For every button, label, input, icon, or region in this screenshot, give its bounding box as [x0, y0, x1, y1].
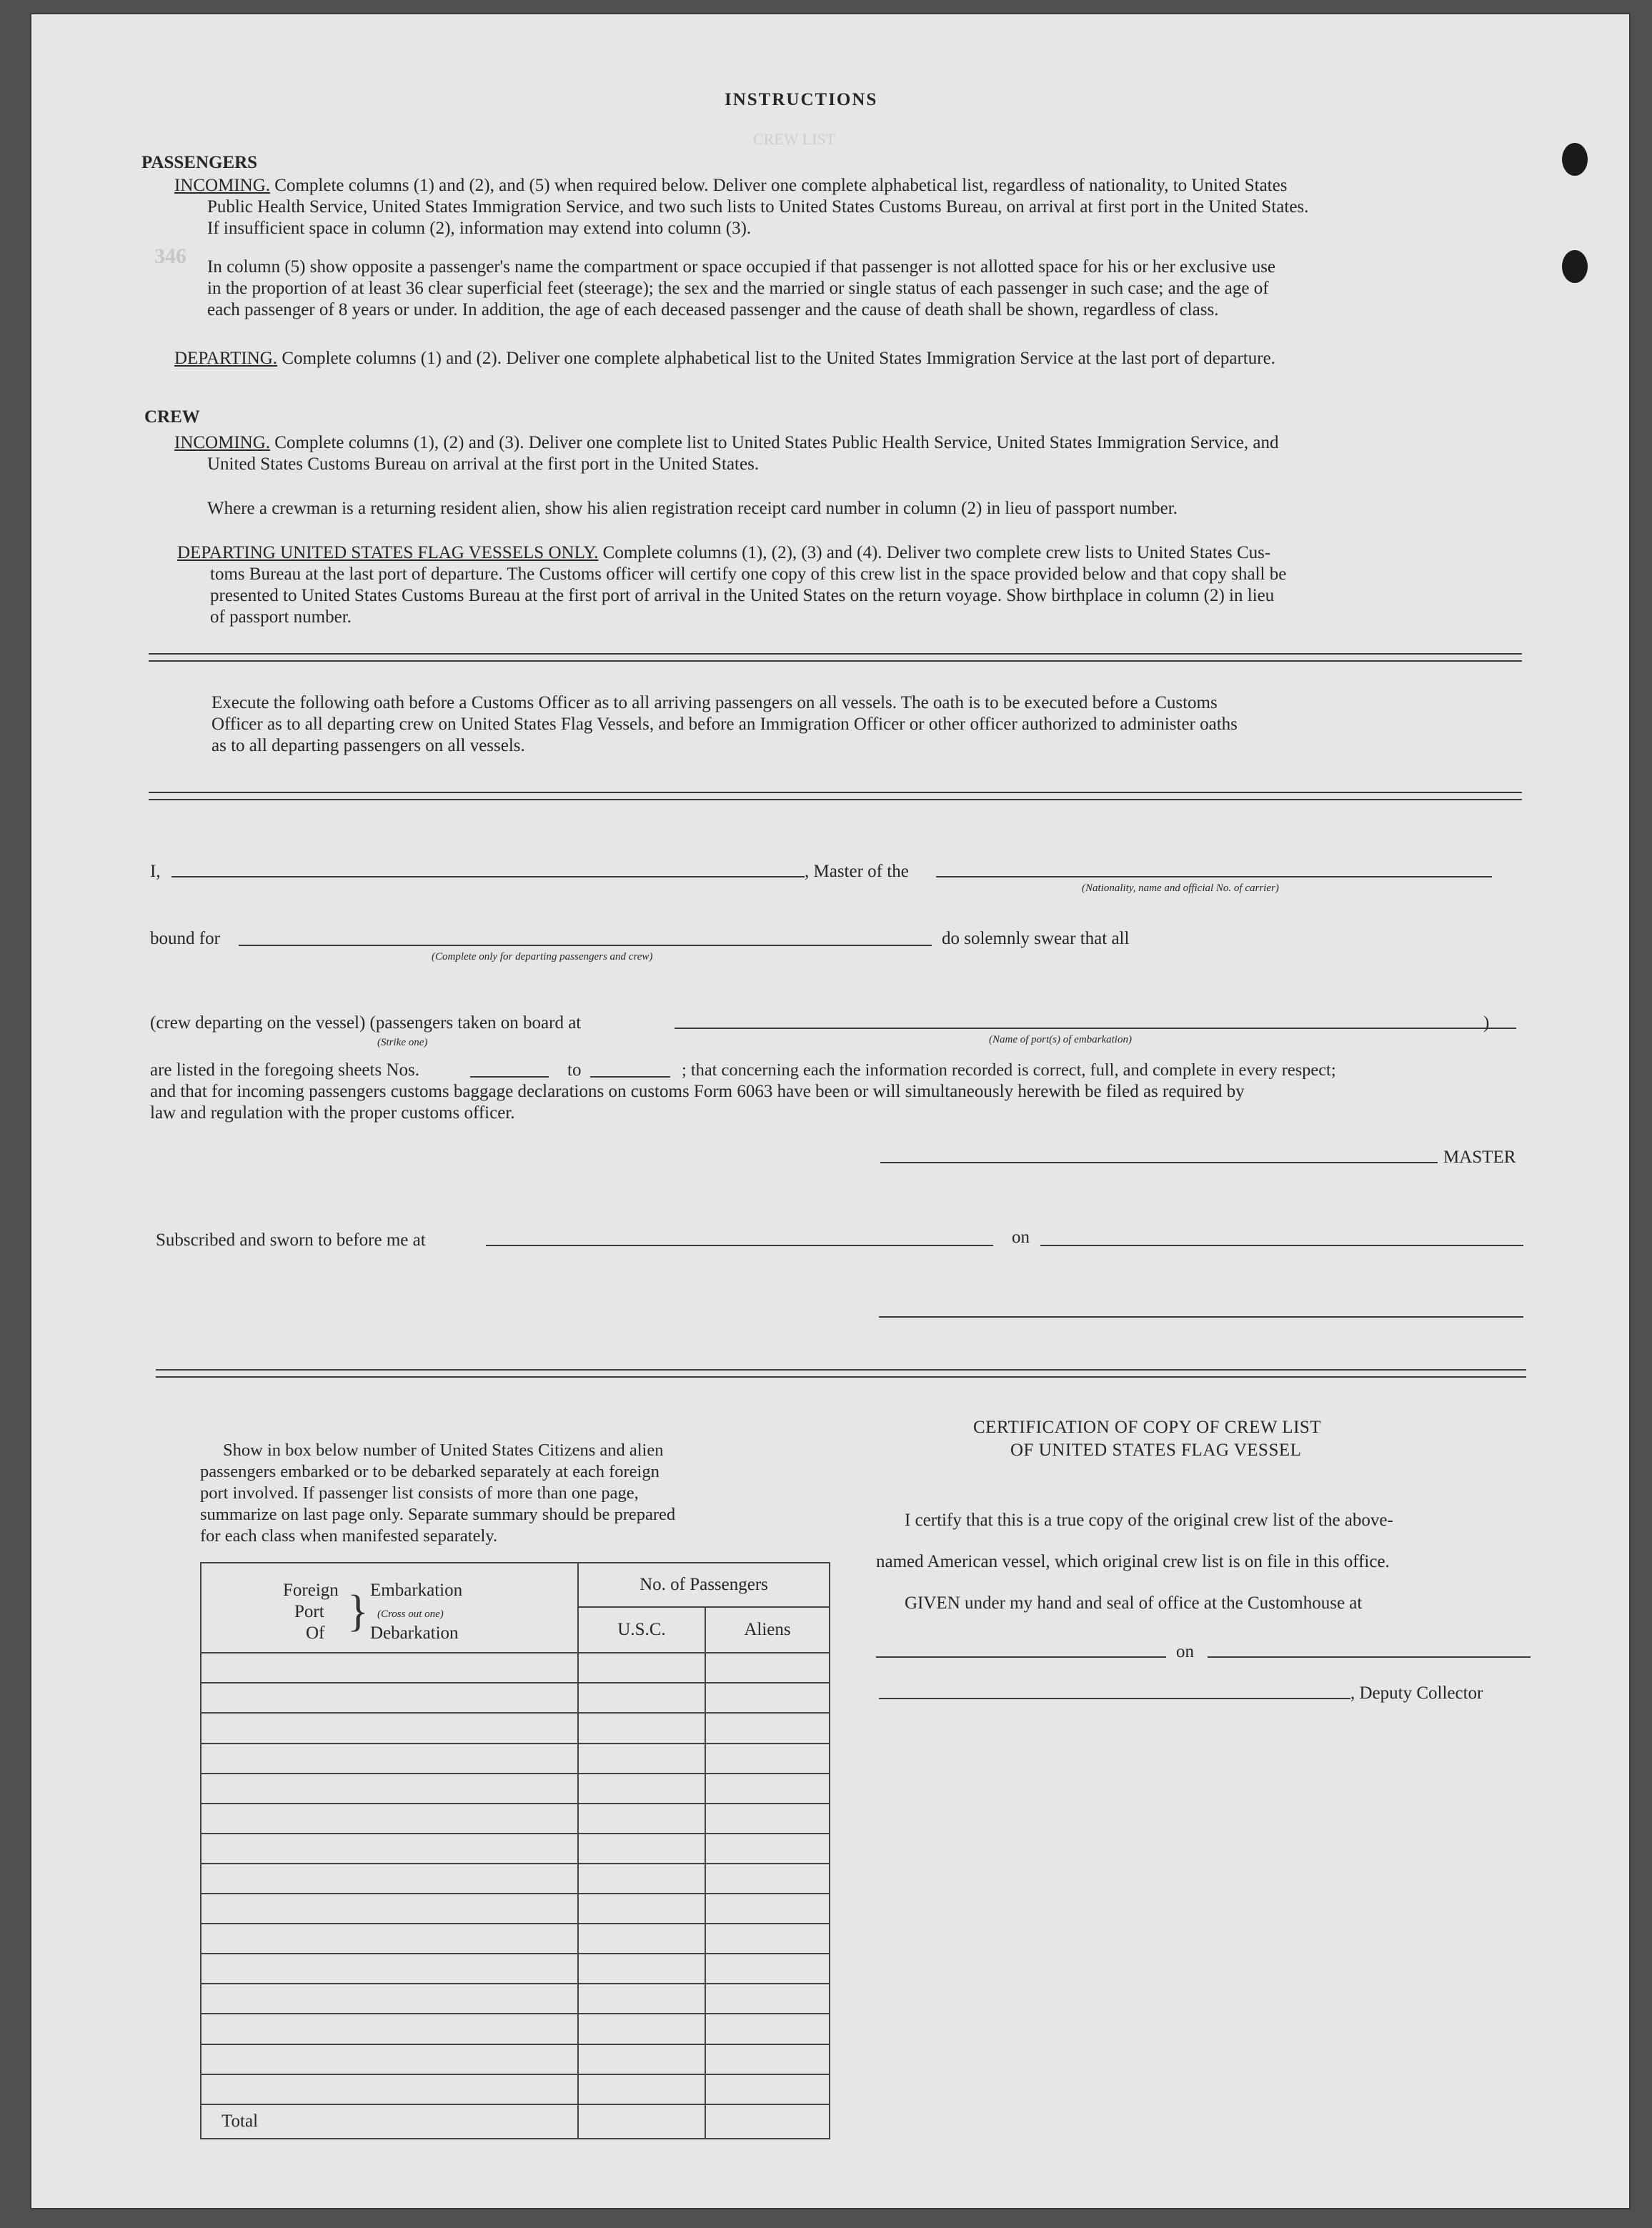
summary-intro5: for each class when manifested separately. [200, 1526, 498, 1546]
passengers-col5-text1: In column (5) show opposite a passenger's name the compartment or space occupied if that passenger is not allotted space for his or her exclusive use [207, 257, 1276, 277]
summary-intro4: summarize on last page only. Separate summary should be prepared [200, 1505, 676, 1524]
port-cell[interactable] [201, 2014, 578, 2044]
aliens-cell[interactable] [705, 1653, 830, 1683]
passengers-departing-text: Complete columns (1) and (2). Deliver one complete alphabetical list to the United States Immigration Service at the last port of departure. [282, 349, 1275, 368]
usc-cell[interactable] [578, 1804, 705, 1834]
port-cell[interactable] [201, 1924, 578, 1954]
certification-text2: named American vessel, which original crew list is on file in this office. [876, 1552, 1390, 1571]
passengers-incoming-text2: Public Health Service, United States Immigration Service, and two such lists to United States Customs Bureau, on arrival at first port in the United States. [207, 197, 1309, 217]
deputy-signature-field[interactable] [879, 1698, 1350, 1699]
summary-intro3: port involved. If passenger list consists of more than one page, [200, 1483, 639, 1503]
port-cell[interactable] [201, 1804, 578, 1834]
oath-listed-text1: are listed in the foregoing sheets Nos. [150, 1060, 419, 1080]
oath-bound-for: bound for [150, 929, 220, 948]
no-of-passengers-header [578, 1563, 830, 1607]
master-signature-label: MASTER [1443, 1148, 1516, 1167]
crew-departing-text3: presented to United States Customs Bureau at the first port of arrival in the United States on the return voyage. Show birthplace in column (2) in lieu [210, 586, 1275, 605]
aliens-cell[interactable] [705, 1954, 830, 1984]
brace-glyph: } [347, 1587, 369, 1636]
oath-subscribed: Subscribed and sworn to before me at [156, 1230, 426, 1250]
passengers-departing-label: DEPARTING. [174, 349, 278, 368]
passengers-incoming-label: INCOMING. [174, 176, 271, 195]
usc-cell[interactable] [578, 1683, 705, 1713]
ports-caption: (Name of port(s) of embarkation) [989, 1034, 1132, 1045]
master-signature-field[interactable] [880, 1162, 1438, 1163]
passengers-incoming-text1: Complete columns (1) and (2), and (5) when required below. Deliver one complete alphabetical list, regardless of nationality, to United States [274, 176, 1288, 195]
aliens-cell[interactable] [705, 2074, 830, 2104]
oath-listed-text3: law and regulation with the proper customs officer. [150, 1103, 515, 1123]
punch-hole [1562, 143, 1588, 176]
oath-listed-line1 [150, 1059, 419, 1081]
certification-on-label: on [1176, 1642, 1194, 1661]
aliens-cell[interactable] [705, 1924, 830, 1954]
aliens-cell[interactable] [705, 1683, 830, 1713]
usc-cell[interactable] [578, 1984, 705, 2014]
certification-text3: GIVEN under my hand and seal of office at the Customhouse at [905, 1593, 1363, 1613]
embarkation-label: Embarkation [370, 1581, 463, 1600]
aliens-cell[interactable] [705, 1894, 830, 1924]
aliens-cell[interactable] [705, 1804, 830, 1834]
port-cell[interactable] [201, 1954, 578, 1984]
nationality-caption: (Nationality, name and official No. of carrier) [1082, 882, 1279, 894]
oath-close-paren: ) [1483, 1013, 1490, 1033]
port-cell[interactable] [201, 1744, 578, 1774]
passenger-summary-table [200, 1562, 830, 2139]
crew-departing-line1 [177, 542, 1270, 564]
port-cell[interactable] [201, 1774, 578, 1804]
port-header-cell [201, 1563, 578, 1653]
total-aliens-cell[interactable] [705, 2104, 830, 2139]
crew-resident-text: Where a crewman is a returning resident alien, show his alien registration receipt card number in column (2) in lieu of passport number. [207, 499, 1178, 518]
summary-intro2: passengers embarked or to be debarked separately at each foreign [200, 1462, 660, 1481]
crew-departing-text1: Complete columns (1), (2), (3) and (4). Deliver two complete crew lists to United States Cus- [602, 543, 1271, 562]
oath-i-label: I, [150, 862, 161, 881]
bleed-through-mark: CREW LIST [753, 130, 836, 148]
sworn-place-field-line[interactable] [486, 1245, 993, 1246]
section-divider [149, 653, 1522, 662]
usc-cell[interactable] [578, 1653, 705, 1683]
total-usc-cell[interactable] [578, 2104, 705, 2139]
usc-cell[interactable] [578, 2044, 705, 2074]
sheet-from-field[interactable] [470, 1076, 549, 1078]
total-label: Total [222, 2111, 259, 2131]
port-cell[interactable] [201, 1984, 578, 2014]
oath-intro2: Officer as to all departing crew on United States Flag Vessels, and before an Immigration Officer or other officer authorized to administer oaths [212, 715, 1238, 734]
bleed-through-mark: 346 [154, 244, 186, 268]
crew-departing-label: DEPARTING UNITED STATES FLAG VESSELS ONLY. [177, 543, 599, 562]
certification-title2: OF UNITED STATES FLAG VESSEL [1010, 1441, 1302, 1460]
punch-hole [1562, 250, 1588, 283]
certification-text1: I certify that this is a true copy of the original crew list of the above- [905, 1511, 1393, 1530]
aliens-cell[interactable] [705, 1744, 830, 1774]
usc-cell[interactable] [578, 1713, 705, 1743]
crew-incoming-line1 [174, 432, 1279, 454]
port-cell[interactable] [201, 2074, 578, 2104]
sheet-to-field[interactable] [590, 1076, 670, 1078]
oath-crew-departing: (crew departing on the vessel) (passengers taken on board at [150, 1013, 582, 1033]
port-cell[interactable] [201, 1713, 578, 1743]
port-cell[interactable] [201, 1864, 578, 1894]
aliens-cell[interactable] [705, 1864, 830, 1894]
instructions-title: INSTRUCTIONS [725, 90, 878, 109]
usc-cell[interactable] [578, 2014, 705, 2044]
port-cell[interactable] [201, 1834, 578, 1864]
oath-listed-text2: and that for incoming passengers customs baggage declarations on customs Form 6063 have been or will simultaneously herewith be filed as required by [150, 1082, 1245, 1101]
usc-cell[interactable] [578, 1774, 705, 1804]
usc-cell[interactable] [578, 1744, 705, 1774]
port-label: Port [294, 1602, 324, 1621]
officer-signature-field[interactable] [879, 1316, 1523, 1318]
port-cell[interactable] [201, 1653, 578, 1683]
departing-caption: (Complete only for departing passengers and crew) [432, 951, 653, 963]
document-page [31, 14, 1629, 2208]
aliens-cell[interactable] [705, 2014, 830, 2044]
port-cell[interactable] [201, 1683, 578, 1713]
aliens-cell[interactable] [705, 1713, 830, 1743]
usc-cell[interactable] [578, 1924, 705, 1954]
cross-out-caption: (Cross out one) [377, 1608, 444, 1620]
certification-title1: CERTIFICATION OF COPY OF CREW LIST [973, 1418, 1322, 1437]
of-label: Of [306, 1623, 325, 1643]
customhouse-field[interactable] [876, 1656, 1166, 1658]
oath-intro3: as to all departing passengers on all vessels. [212, 736, 525, 755]
oath-master-of: , Master of the [805, 862, 909, 881]
passengers-heading: PASSENGERS [141, 153, 258, 172]
crew-departing-text4: of passport number. [210, 607, 352, 627]
crew-heading: CREW [144, 407, 200, 427]
total-row-label-cell [201, 2104, 578, 2139]
aliens-label: Aliens [744, 1620, 791, 1640]
aliens-header [705, 1607, 830, 1653]
crew-incoming-label: INCOMING. [174, 433, 271, 452]
port-cell[interactable] [201, 1894, 578, 1924]
section-divider [149, 792, 1522, 800]
oath-swear: do solemnly swear that all [942, 929, 1130, 948]
passengers-incoming-text3: If insufficient space in column (2), information may extend into column (3). [207, 219, 752, 238]
certification-deputy: , Deputy Collector [1350, 1684, 1483, 1703]
aliens-cell[interactable] [705, 1774, 830, 1804]
usc-cell[interactable] [578, 2074, 705, 2104]
oath-listed-text1b: ; that concerning each the information recorded is correct, full, and complete in every respect; [682, 1060, 1336, 1080]
sworn-date-field[interactable] [1040, 1245, 1523, 1246]
crew-incoming-text1: Complete columns (1), (2) and (3). Deliver one complete list to United States Public Health Service, United States Immigration Service, and [274, 433, 1279, 452]
master-name-field[interactable] [171, 876, 805, 877]
passengers-departing-line [174, 347, 1275, 369]
oath-intro1: Execute the following oath before a Customs Officer as to all arriving passengers on all vessels. The oath is to be executed before a Customs [212, 693, 1218, 712]
section-divider [156, 1369, 1526, 1378]
aliens-cell[interactable] [705, 1834, 830, 1864]
aliens-cell[interactable] [705, 2044, 830, 2074]
usc-cell[interactable] [578, 1954, 705, 1984]
usc-cell[interactable] [578, 1864, 705, 1894]
crew-incoming-text2: United States Customs Bureau on arrival at the first port in the United States. [207, 454, 760, 474]
usc-label: U.S.C. [617, 1620, 666, 1640]
passengers-col5-text3: each passenger of 8 years or under. In addition, the age of each deceased passenger and the cause of death shall be shown, regardless of class. [207, 300, 1219, 319]
strike-one-caption: (Strike one) [377, 1037, 428, 1048]
no-of-passengers-label: No. of Passengers [640, 1575, 768, 1595]
crew-departing-text2: toms Bureau at the last port of departure. The Customs officer will certify one copy of this crew list in the space provided below and that copy shall be [210, 565, 1287, 584]
oath-on-label: on [1012, 1228, 1030, 1247]
foreign-label: Foreign [283, 1581, 339, 1600]
port-cell[interactable] [201, 2044, 578, 2074]
summary-intro1: Show in box below number of United States Citizens and alien [223, 1441, 664, 1460]
usc-cell[interactable] [578, 1894, 705, 1924]
usc-header [578, 1607, 705, 1653]
passengers-incoming-line1 [174, 174, 1287, 197]
debarkation-label: Debarkation [370, 1623, 459, 1643]
oath-to-label: to [567, 1060, 582, 1080]
passengers-col5-text2: in the proportion of at least 36 clear superficial feet (steerage); the sex and the married or single status of each passenger in such case; and the age of [207, 279, 1269, 298]
usc-cell[interactable] [578, 1834, 705, 1864]
aliens-cell[interactable] [705, 1984, 830, 2014]
certification-date-field[interactable] [1208, 1656, 1531, 1658]
